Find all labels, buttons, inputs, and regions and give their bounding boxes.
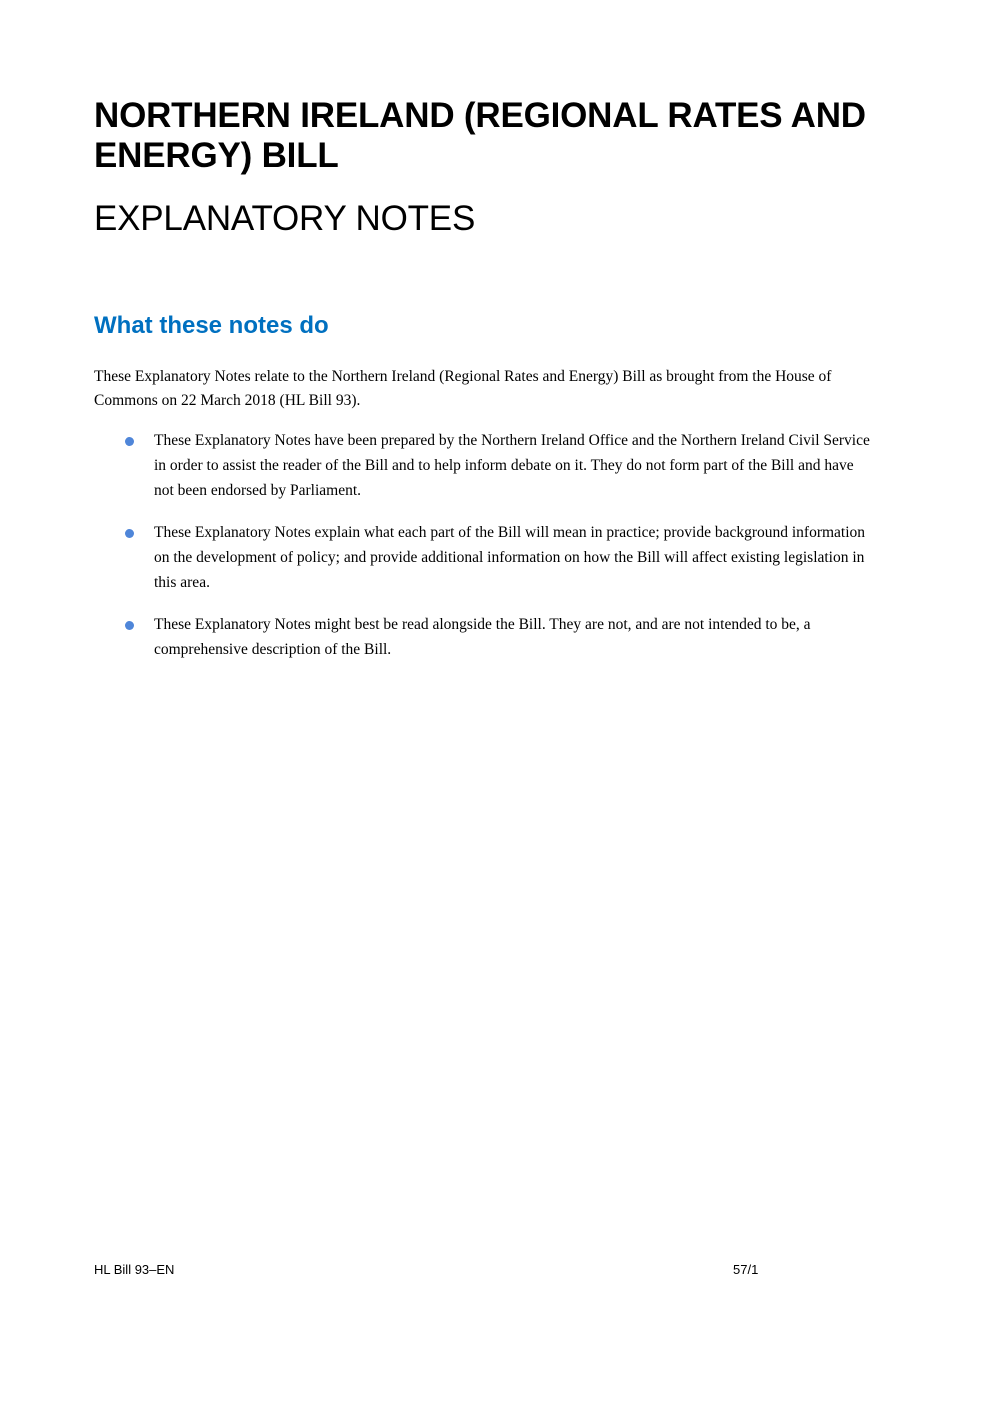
bullet-text: These Explanatory Notes might best be read alongside the Bill. They are not, and are not intended to be, a comprehensive description of the Bill. [154, 616, 811, 658]
bullet-text: These Explanatory Notes explain what each part of the Bill will mean in practice; provide background information on the development of policy; and provide additional information on how the Bill will affect existing legislation in this area. [154, 524, 866, 591]
footer-page-code: 57/1 [733, 1262, 759, 1277]
bullet-dot-icon [125, 529, 134, 538]
intro-paragraph: These Explanatory Notes relate to the Northern Ireland (Regional Rates and Energy) Bill as brought from the House of Commons on 22 March 2018 (HL Bill 93). [94, 368, 832, 409]
bullet-item [94, 520, 874, 595]
bullet-text: These Explanatory Notes have been prepared by the Northern Ireland Office and the Northern Ireland Civil Service in order to assist the reader of the Bill and to help inform debate on it. They do not form part of the Bill and have not been endorsed by Parliament. [154, 432, 870, 499]
document-title: NORTHERN IRELAND (REGIONAL RATES AND ENERGY) BILL [94, 96, 866, 175]
bullet-dot-icon [125, 621, 134, 630]
bullet-dot-icon [125, 437, 134, 446]
bullet-list [94, 428, 874, 679]
bullet-item [94, 612, 874, 662]
document-subtitle: EXPLANATORY NOTES [94, 199, 476, 238]
footer-bill-reference: HL Bill 93–EN [94, 1262, 175, 1277]
section-heading: What these notes do [94, 312, 329, 339]
bullet-item [94, 428, 874, 503]
